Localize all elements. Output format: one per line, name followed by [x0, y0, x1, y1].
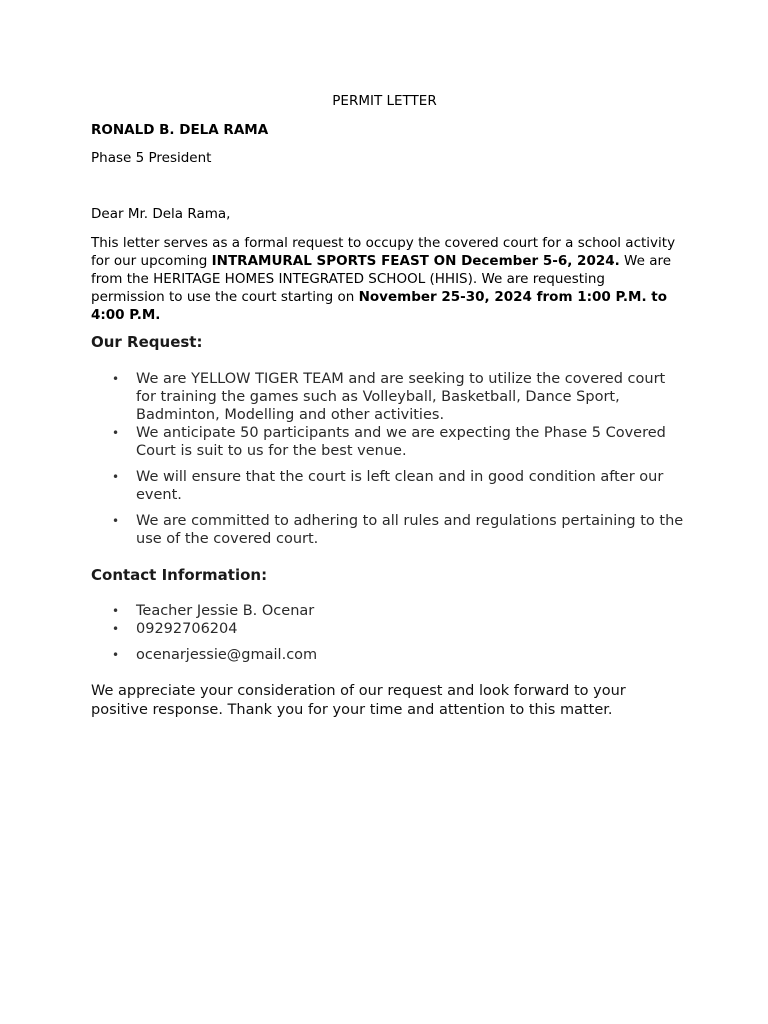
bullet-icon: • [112, 514, 120, 528]
request-item-text: We are committed to adhering to all rules and regulations pertaining to the use of the covered court. [136, 513, 684, 547]
bullet-icon: • [112, 426, 120, 440]
contact-heading: Contact Information: [91, 566, 268, 584]
bullet-icon: • [112, 604, 120, 618]
bullet-icon: • [112, 622, 120, 636]
request-item [112, 424, 686, 460]
salutation: Dear Mr. Dela Rama, [91, 206, 231, 222]
contact-name: Teacher Jessie B. Ocenar [136, 603, 315, 619]
contact-item [112, 620, 686, 638]
intro-text-1: This letter serves as a formal request to occupy the covered court for a school activity for our upcoming [91, 235, 676, 269]
closing-paragraph: We appreciate your consideration of our request and look forward to your positive response. Thank you for your time and attention to this matter. [91, 683, 626, 718]
intro-schedule-bold: November 25-30, 2024 from 1:00 P.M. to 4:00 P.M. [91, 289, 668, 323]
request-heading: Our Request: [91, 333, 203, 351]
intro-event-bold: INTRAMURAL SPORTS FEAST ON December 5-6, 2024. [211, 253, 620, 269]
bullet-icon: • [112, 372, 120, 386]
intro-paragraph [91, 234, 681, 324]
request-item [112, 512, 686, 548]
letter-title: PERMIT LETTER [332, 93, 437, 109]
request-item-text: We will ensure that the court is left clean and in good condition after our event. [136, 469, 664, 503]
contact-item [112, 646, 686, 664]
recipient-name: RONALD B. DELA RAMA [91, 122, 269, 138]
request-item-text: We anticipate 50 participants and we are expecting the Phase 5 Covered Court is suit to us for the best venue. [136, 425, 666, 459]
contact-phone: 09292706204 [136, 621, 238, 637]
intro-text-2: We are from the HERITAGE HOMES INTEGRATED SCHOOL (HHIS). We are requesting permission to use the court starting on [91, 253, 672, 305]
request-item [112, 468, 686, 504]
recipient-title: Phase 5 President [91, 150, 212, 166]
contact-email: ocenarjessie@gmail.com [136, 647, 318, 663]
bullet-icon: • [112, 648, 120, 662]
contact-item [112, 602, 686, 620]
request-item-text: We are YELLOW TIGER TEAM and are seeking to utilize the covered court for training the games such as Volleyball, Basketball, Dance Sport, Badminton, Modelling and other activities. [136, 371, 666, 423]
bullet-icon: • [112, 470, 120, 484]
request-item [112, 370, 686, 424]
